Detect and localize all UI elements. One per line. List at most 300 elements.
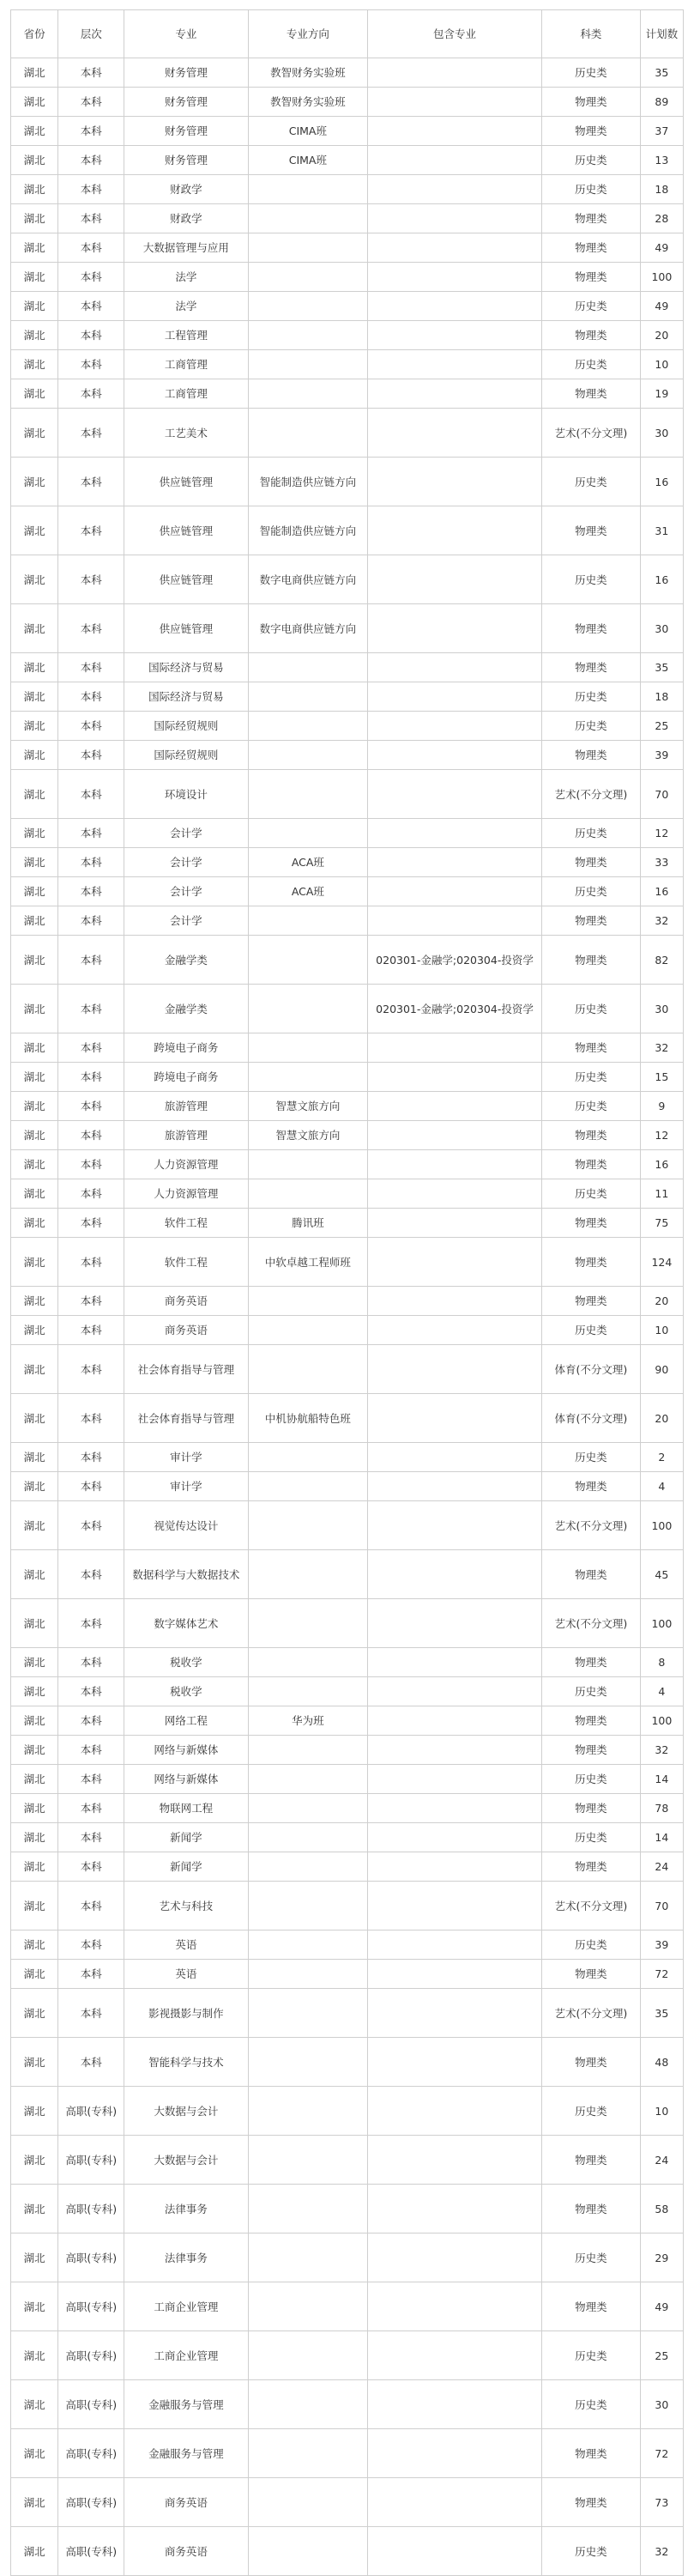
cell-level: 本科 <box>58 175 124 204</box>
cell-province: 湖北 <box>11 2282 58 2331</box>
cell-level: 本科 <box>58 350 124 379</box>
table-row <box>11 379 684 409</box>
cell-category: 历史类 <box>541 2527 640 2576</box>
cell-includes <box>368 653 542 682</box>
cell-plan: 90 <box>640 1345 683 1394</box>
cell-plan: 31 <box>640 506 683 555</box>
cell-major: 财务管理 <box>124 117 249 146</box>
cell-category: 历史类 <box>541 1930 640 1960</box>
table-row <box>11 2234 684 2282</box>
cell-level: 本科 <box>58 936 124 985</box>
cell-category: 历史类 <box>541 350 640 379</box>
cell-direction <box>248 1472 367 1501</box>
table-row <box>11 458 684 506</box>
cell-category: 物理类 <box>541 1960 640 1989</box>
cell-direction <box>248 350 367 379</box>
cell-province: 湖北 <box>11 2380 58 2429</box>
cell-major: 供应链管理 <box>124 506 249 555</box>
cell-province: 湖北 <box>11 2185 58 2234</box>
cell-major: 视觉传达设计 <box>124 1501 249 1550</box>
table-row <box>11 1287 684 1316</box>
cell-level: 本科 <box>58 1852 124 1882</box>
cell-province: 湖北 <box>11 1736 58 1765</box>
cell-includes <box>368 906 542 936</box>
cell-level: 本科 <box>58 321 124 350</box>
header-level: 层次 <box>58 10 124 58</box>
cell-direction: 中软卓越工程师班 <box>248 1238 367 1287</box>
cell-category: 历史类 <box>541 458 640 506</box>
cell-plan: 49 <box>640 233 683 263</box>
cell-level: 高职(专科) <box>58 2380 124 2429</box>
cell-direction <box>248 2038 367 2087</box>
cell-plan: 70 <box>640 1882 683 1930</box>
table-row <box>11 2087 684 2136</box>
cell-province: 湖北 <box>11 292 58 321</box>
cell-category: 历史类 <box>541 819 640 848</box>
cell-province: 湖北 <box>11 233 58 263</box>
cell-category: 物理类 <box>541 936 640 985</box>
cell-major: 影视摄影与制作 <box>124 1989 249 2038</box>
cell-major: 国际经贸规则 <box>124 741 249 770</box>
cell-includes <box>368 263 542 292</box>
cell-includes <box>368 1345 542 1394</box>
cell-category: 历史类 <box>541 1443 640 1472</box>
header-plan: 计划数 <box>640 10 683 58</box>
cell-province: 湖北 <box>11 379 58 409</box>
table-row <box>11 292 684 321</box>
cell-major: 旅游管理 <box>124 1092 249 1121</box>
cell-plan: 32 <box>640 1033 683 1063</box>
cell-province: 湖北 <box>11 2136 58 2185</box>
cell-category: 物理类 <box>541 848 640 877</box>
cell-province: 湖北 <box>11 2527 58 2576</box>
cell-direction <box>248 1063 367 1092</box>
cell-includes <box>368 712 542 741</box>
cell-major: 工商企业管理 <box>124 2282 249 2331</box>
table-row <box>11 1960 684 1989</box>
cell-category: 艺术(不分文理) <box>541 409 640 458</box>
cell-province: 湖北 <box>11 117 58 146</box>
cell-plan: 75 <box>640 1209 683 1238</box>
cell-level: 本科 <box>58 906 124 936</box>
cell-includes <box>368 604 542 653</box>
cell-direction <box>248 770 367 819</box>
cell-includes <box>368 2282 542 2331</box>
table-row <box>11 936 684 985</box>
cell-includes <box>368 1736 542 1765</box>
cell-plan: 25 <box>640 712 683 741</box>
cell-direction <box>248 2185 367 2234</box>
cell-direction <box>248 2282 367 2331</box>
cell-major: 软件工程 <box>124 1209 249 1238</box>
table-row <box>11 682 684 712</box>
cell-level: 本科 <box>58 1287 124 1316</box>
cell-province: 湖北 <box>11 204 58 233</box>
cell-plan: 39 <box>640 741 683 770</box>
cell-category: 历史类 <box>541 2331 640 2380</box>
cell-plan: 82 <box>640 936 683 985</box>
cell-includes <box>368 770 542 819</box>
cell-includes <box>368 2136 542 2185</box>
table-row <box>11 1121 684 1150</box>
cell-major: 环境设计 <box>124 770 249 819</box>
cell-direction <box>248 263 367 292</box>
table-row <box>11 1238 684 1287</box>
cell-includes <box>368 819 542 848</box>
cell-major: 国际经济与贸易 <box>124 653 249 682</box>
table-row <box>11 2478 684 2527</box>
cell-province: 湖北 <box>11 877 58 906</box>
cell-direction <box>248 1930 367 1960</box>
cell-level: 本科 <box>58 117 124 146</box>
cell-plan: 20 <box>640 1394 683 1443</box>
cell-plan: 4 <box>640 1472 683 1501</box>
cell-plan: 10 <box>640 1316 683 1345</box>
cell-province: 湖北 <box>11 1852 58 1882</box>
cell-plan: 16 <box>640 458 683 506</box>
cell-includes <box>368 1033 542 1063</box>
header-category: 科类 <box>541 10 640 58</box>
cell-level: 本科 <box>58 1882 124 1930</box>
cell-direction <box>248 1794 367 1823</box>
table-row <box>11 2429 684 2478</box>
cell-major: 人力资源管理 <box>124 1150 249 1179</box>
cell-major: 新闻学 <box>124 1852 249 1882</box>
cell-direction <box>248 1179 367 1209</box>
cell-major: 英语 <box>124 1930 249 1960</box>
table-row <box>11 741 684 770</box>
table-row <box>11 2331 684 2380</box>
table-row <box>11 263 684 292</box>
cell-plan: 9 <box>640 1092 683 1121</box>
cell-category: 物理类 <box>541 604 640 653</box>
cell-major: 智能科学与技术 <box>124 2038 249 2087</box>
cell-direction <box>248 1882 367 1930</box>
cell-includes <box>368 1930 542 1960</box>
cell-level: 本科 <box>58 653 124 682</box>
table-row <box>11 1706 684 1736</box>
table-row <box>11 877 684 906</box>
cell-province: 湖北 <box>11 1794 58 1823</box>
cell-province: 湖北 <box>11 2038 58 2087</box>
table-row <box>11 1736 684 1765</box>
table-row <box>11 1209 684 1238</box>
cell-level: 本科 <box>58 1706 124 1736</box>
table-row <box>11 2136 684 2185</box>
cell-direction <box>248 1648 367 1677</box>
cell-direction <box>248 2087 367 2136</box>
cell-category: 历史类 <box>541 2087 640 2136</box>
cell-plan: 19 <box>640 379 683 409</box>
cell-major: 跨境电子商务 <box>124 1063 249 1092</box>
cell-level: 本科 <box>58 233 124 263</box>
cell-category: 物理类 <box>541 117 640 146</box>
cell-direction: ACA班 <box>248 877 367 906</box>
cell-province: 湖北 <box>11 88 58 117</box>
cell-level: 本科 <box>58 1765 124 1794</box>
table-row <box>11 88 684 117</box>
cell-province: 湖北 <box>11 1501 58 1550</box>
cell-plan: 13 <box>640 146 683 175</box>
cell-plan: 58 <box>640 2185 683 2234</box>
cell-major: 税收学 <box>124 1648 249 1677</box>
cell-includes <box>368 682 542 712</box>
cell-major: 金融服务与管理 <box>124 2429 249 2478</box>
cell-category: 历史类 <box>541 1765 640 1794</box>
cell-level: 本科 <box>58 292 124 321</box>
table-row <box>11 1765 684 1794</box>
cell-plan: 72 <box>640 1960 683 1989</box>
cell-province: 湖北 <box>11 712 58 741</box>
cell-includes <box>368 2429 542 2478</box>
cell-includes <box>368 175 542 204</box>
cell-major: 商务英语 <box>124 2478 249 2527</box>
cell-level: 本科 <box>58 1648 124 1677</box>
cell-category: 物理类 <box>541 204 640 233</box>
cell-major: 工商管理 <box>124 350 249 379</box>
table-row <box>11 770 684 819</box>
cell-plan: 78 <box>640 1794 683 1823</box>
cell-major: 数据科学与大数据技术 <box>124 1550 249 1599</box>
cell-includes <box>368 2478 542 2527</box>
cell-major: 会计学 <box>124 848 249 877</box>
cell-includes <box>368 506 542 555</box>
cell-province: 湖北 <box>11 1316 58 1345</box>
cell-category: 历史类 <box>541 58 640 88</box>
table-row <box>11 204 684 233</box>
cell-level: 本科 <box>58 1794 124 1823</box>
cell-category: 历史类 <box>541 2380 640 2429</box>
table-row <box>11 1852 684 1882</box>
cell-category: 物理类 <box>541 1794 640 1823</box>
table-row <box>11 1648 684 1677</box>
cell-category: 物理类 <box>541 741 640 770</box>
table-row <box>11 117 684 146</box>
cell-major: 财务管理 <box>124 58 249 88</box>
cell-plan: 16 <box>640 555 683 604</box>
cell-category: 历史类 <box>541 1179 640 1209</box>
cell-level: 本科 <box>58 1238 124 1287</box>
cell-includes <box>368 1501 542 1550</box>
cell-major: 艺术与科技 <box>124 1882 249 1930</box>
cell-category: 物理类 <box>541 1648 640 1677</box>
cell-level: 本科 <box>58 1150 124 1179</box>
cell-level: 本科 <box>58 204 124 233</box>
cell-includes <box>368 1852 542 1882</box>
cell-direction: 腾讯班 <box>248 1209 367 1238</box>
cell-province: 湖北 <box>11 985 58 1033</box>
cell-category: 体育(不分文理) <box>541 1345 640 1394</box>
cell-level: 本科 <box>58 1121 124 1150</box>
cell-major: 财务管理 <box>124 88 249 117</box>
cell-direction: 智能制造供应链方向 <box>248 506 367 555</box>
table-row <box>11 653 684 682</box>
cell-province: 湖北 <box>11 1179 58 1209</box>
cell-category: 物理类 <box>541 2038 640 2087</box>
cell-major: 金融学类 <box>124 936 249 985</box>
cell-major: 英语 <box>124 1960 249 1989</box>
cell-category: 历史类 <box>541 1823 640 1852</box>
table-row <box>11 1092 684 1121</box>
cell-direction <box>248 2136 367 2185</box>
cell-major: 税收学 <box>124 1677 249 1706</box>
cell-includes <box>368 1648 542 1677</box>
cell-direction <box>248 175 367 204</box>
cell-level: 高职(专科) <box>58 2527 124 2576</box>
cell-major: 金融服务与管理 <box>124 2380 249 2429</box>
cell-includes <box>368 2038 542 2087</box>
cell-plan: 124 <box>640 1238 683 1287</box>
cell-direction <box>248 712 367 741</box>
cell-direction <box>248 2527 367 2576</box>
table-row <box>11 2380 684 2429</box>
cell-province: 湖北 <box>11 58 58 88</box>
cell-province: 湖北 <box>11 1823 58 1852</box>
cell-level: 本科 <box>58 1179 124 1209</box>
cell-plan: 18 <box>640 175 683 204</box>
cell-level: 本科 <box>58 1345 124 1394</box>
table-body <box>11 58 684 2576</box>
cell-major: 法学 <box>124 292 249 321</box>
cell-includes <box>368 741 542 770</box>
cell-includes <box>368 1599 542 1648</box>
table-row <box>11 712 684 741</box>
cell-level: 本科 <box>58 88 124 117</box>
cell-direction <box>248 985 367 1033</box>
cell-direction <box>248 1150 367 1179</box>
cell-category: 物理类 <box>541 1209 640 1238</box>
cell-direction <box>248 2380 367 2429</box>
cell-plan: 35 <box>640 1989 683 2038</box>
cell-province: 湖北 <box>11 741 58 770</box>
table-row <box>11 819 684 848</box>
cell-level: 本科 <box>58 1599 124 1648</box>
cell-direction: 教智财务实验班 <box>248 58 367 88</box>
cell-includes <box>368 1394 542 1443</box>
cell-plan: 29 <box>640 2234 683 2282</box>
cell-major: 网络与新媒体 <box>124 1765 249 1794</box>
cell-level: 本科 <box>58 409 124 458</box>
cell-major: 新闻学 <box>124 1823 249 1852</box>
cell-major: 工程管理 <box>124 321 249 350</box>
cell-category: 物理类 <box>541 2282 640 2331</box>
cell-includes <box>368 292 542 321</box>
cell-plan: 11 <box>640 1179 683 1209</box>
cell-province: 湖北 <box>11 1882 58 1930</box>
table-row <box>11 1930 684 1960</box>
cell-major: 国际经济与贸易 <box>124 682 249 712</box>
cell-plan: 30 <box>640 409 683 458</box>
cell-includes <box>368 2087 542 2136</box>
cell-province: 湖北 <box>11 2234 58 2282</box>
cell-direction <box>248 1599 367 1648</box>
cell-direction <box>248 1823 367 1852</box>
cell-level: 本科 <box>58 1989 124 2038</box>
cell-category: 艺术(不分文理) <box>541 1501 640 1550</box>
table-row <box>11 175 684 204</box>
cell-category: 历史类 <box>541 2234 640 2282</box>
cell-plan: 89 <box>640 88 683 117</box>
cell-major: 金融学类 <box>124 985 249 1033</box>
cell-province: 湖北 <box>11 819 58 848</box>
cell-direction <box>248 1677 367 1706</box>
enrollment-plan-table <box>10 9 684 2576</box>
cell-includes <box>368 1150 542 1179</box>
cell-category: 艺术(不分文理) <box>541 1599 640 1648</box>
cell-plan: 70 <box>640 770 683 819</box>
cell-direction <box>248 906 367 936</box>
cell-includes <box>368 1443 542 1472</box>
cell-level: 高职(专科) <box>58 2478 124 2527</box>
cell-major: 社会体育指导与管理 <box>124 1394 249 1443</box>
table-row <box>11 1794 684 1823</box>
table-row <box>11 321 684 350</box>
cell-province: 湖北 <box>11 146 58 175</box>
cell-plan: 15 <box>640 1063 683 1092</box>
cell-level: 本科 <box>58 1443 124 1472</box>
cell-category: 物理类 <box>541 1287 640 1316</box>
cell-level: 本科 <box>58 58 124 88</box>
cell-direction <box>248 2429 367 2478</box>
cell-plan: 10 <box>640 2087 683 2136</box>
cell-major: 社会体育指导与管理 <box>124 1345 249 1394</box>
cell-category: 物理类 <box>541 1472 640 1501</box>
cell-province: 湖北 <box>11 409 58 458</box>
cell-category: 体育(不分文理) <box>541 1394 640 1443</box>
table-row <box>11 1443 684 1472</box>
cell-level: 本科 <box>58 877 124 906</box>
cell-province: 湖北 <box>11 1677 58 1706</box>
cell-major: 法律事务 <box>124 2185 249 2234</box>
cell-province: 湖北 <box>11 1960 58 1989</box>
cell-direction <box>248 2331 367 2380</box>
cell-level: 本科 <box>58 1677 124 1706</box>
cell-level: 本科 <box>58 1550 124 1599</box>
cell-includes <box>368 2185 542 2234</box>
cell-province: 湖北 <box>11 263 58 292</box>
cell-plan: 49 <box>640 2282 683 2331</box>
cell-direction <box>248 2234 367 2282</box>
cell-direction <box>248 1443 367 1472</box>
cell-province: 湖北 <box>11 458 58 506</box>
cell-province: 湖北 <box>11 1648 58 1677</box>
cell-includes <box>368 1706 542 1736</box>
cell-plan: 16 <box>640 877 683 906</box>
cell-category: 物理类 <box>541 2478 640 2527</box>
cell-includes <box>368 146 542 175</box>
cell-includes <box>368 1287 542 1316</box>
cell-direction <box>248 1316 367 1345</box>
table-row <box>11 848 684 877</box>
cell-includes <box>368 233 542 263</box>
cell-includes <box>368 117 542 146</box>
cell-includes <box>368 555 542 604</box>
table-row <box>11 985 684 1033</box>
header-row <box>11 10 684 58</box>
cell-level: 本科 <box>58 770 124 819</box>
cell-province: 湖北 <box>11 321 58 350</box>
cell-province: 湖北 <box>11 682 58 712</box>
cell-category: 物理类 <box>541 1550 640 1599</box>
cell-level: 本科 <box>58 682 124 712</box>
cell-plan: 48 <box>640 2038 683 2087</box>
cell-level: 本科 <box>58 1394 124 1443</box>
cell-plan: 33 <box>640 848 683 877</box>
cell-plan: 30 <box>640 2380 683 2429</box>
cell-includes <box>368 1209 542 1238</box>
cell-direction <box>248 741 367 770</box>
cell-category: 物理类 <box>541 2429 640 2478</box>
